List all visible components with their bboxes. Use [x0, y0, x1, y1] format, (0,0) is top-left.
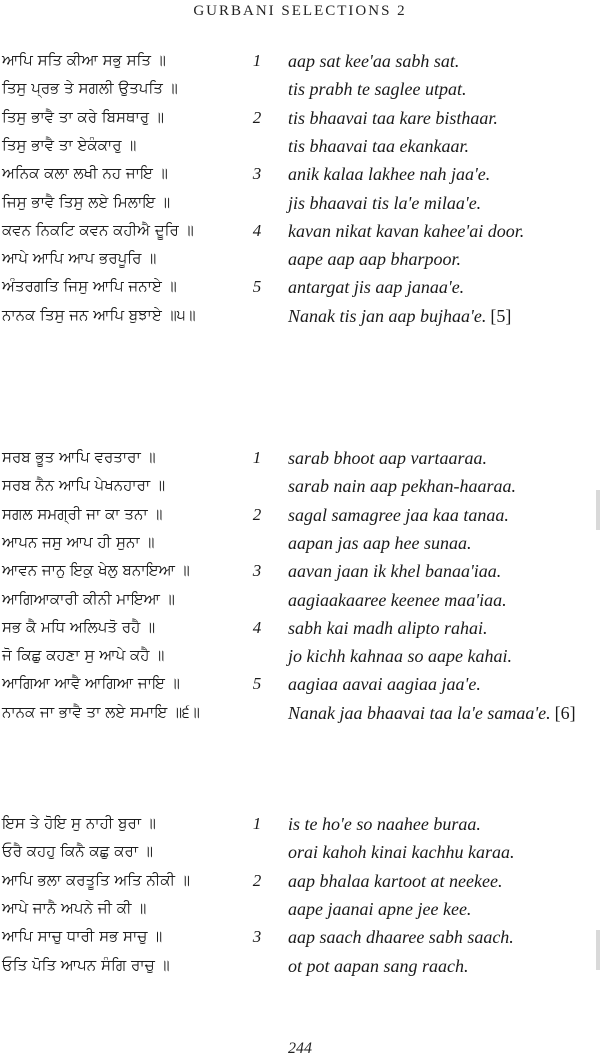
transliteration-line: antargat jis aap janaa'e. — [288, 277, 465, 298]
transliteration-line: orai kahoh kinai kachhu karaa. — [288, 842, 515, 863]
transliteration-line: aape aap aap bharpoor. — [288, 249, 462, 270]
gurmukhi-text: ਕਵਨ ਨਿਕਟਿ ਕਵਨ ਕਹੀਐ ਦੂਰਿ ॥ — [2, 220, 194, 239]
gurmukhi-text: ਸਰਬ ਭੂਤ ਆਪਿ ਵਰਤਾਰਾ ॥ — [2, 448, 156, 466]
transliteration-line: kavan nikat kavan kahee'ai door. — [288, 220, 525, 241]
transliteration-line: sagal samagree jaa kaa tanaa. — [288, 504, 509, 525]
gurmukhi-text: ਨਾਨਕ ਜਾ ਭਾਵੈ ਤਾ ਲਏ ਸਮਾਇ ॥੬॥ — [2, 702, 200, 721]
transliteration-line: ot pot aapan sang raach. — [288, 955, 469, 976]
gurmukhi-text: ਓਤਿ ਪੋਤਿ ਆਪਨ ਸੰਗਿ ਰਾਚੁ ॥ — [2, 955, 170, 974]
gurmukhi-text: ਆਗਿਆਕਾਰੀ ਕੀਨੀ ਮਾਇਆ ॥ — [2, 589, 175, 608]
transliteration-text — [288, 107, 498, 129]
gurmukhi-text: ਆਪਿ ਸਤਿ ਕੀਆ ਸਭੁ ਸਤਿ ॥ — [2, 51, 166, 69]
gurmukhi-text: ਆਵਨ ਜਾਨੁ ਇਕੁ ਖੇਲੁ ਬਨਾਇਆ ॥ — [2, 561, 190, 580]
gurmukhi-text: ਇਸ ਤੇ ਹੋਇ ਸੁ ਨਾਹੀ ਬੁਰਾ ॥ — [2, 814, 156, 832]
verse-line — [0, 898, 600, 926]
verse-line — [0, 870, 600, 898]
verse-line — [0, 107, 600, 135]
transliteration-text — [288, 841, 514, 863]
transliteration-line: jo kichh kahnaa so aape kahai. — [288, 646, 512, 667]
verse-line — [0, 813, 600, 841]
verse-line — [0, 475, 600, 503]
transliteration-line: Nanak tis jan aap bujhaa'e. — [288, 305, 487, 326]
line-number: 4 — [252, 617, 262, 637]
transliteration-text — [288, 135, 469, 157]
line-number: 3 — [252, 927, 262, 947]
page-edge-mark — [596, 930, 600, 970]
gurmukhi-text: ਤਿਸੁ ਪ੍ਰਭ ਤੇ ਸਗਲੀ ਉਤਪਤਿ ॥ — [2, 79, 178, 98]
transliteration-line: anik kalaa lakhee nah jaa'e. — [288, 164, 491, 185]
transliteration-line: tis bhaavai taa ekankaar. — [288, 135, 469, 156]
transliteration-line: aapan jas aap hee sunaa. — [288, 532, 472, 553]
line-number: 5 — [252, 674, 262, 694]
verse-line — [0, 926, 600, 954]
gurmukhi-text: ਸਰਬ ਨੈਨ ਆਪਿ ਪੇਖਨਹਾਰਾ ॥ — [2, 476, 166, 495]
verse-line — [0, 447, 600, 475]
transliteration-line: aavan jaan ik khel banaa'iaa. — [288, 561, 502, 582]
verse-line — [0, 192, 600, 220]
line-number: 2 — [252, 504, 262, 524]
line-number: 2 — [252, 870, 262, 890]
gurmukhi-text: ਅੰਤਰਗਤਿ ਜਿਸੁ ਆਪਿ ਜਨਾਏ ॥ — [2, 277, 177, 296]
gurmukhi-text: ਸਗਲ ਸਮਗ੍ਰੀ ਜਾ ਕਾ ਤਨਾ ॥ — [2, 504, 163, 523]
transliteration-text — [288, 702, 576, 724]
gurmukhi-text: ਅਨਿਕ ਕਲਾ ਲਖੀ ਨਹ ਜਾਇ ॥ — [2, 164, 168, 183]
line-number: 2 — [252, 107, 262, 127]
verse-line — [0, 702, 600, 730]
transliteration-text — [288, 475, 516, 497]
line-number: 1 — [252, 51, 262, 70]
verse-line — [0, 841, 600, 869]
transliteration-text — [288, 955, 469, 977]
gurmukhi-text: ਆਪਨ ਜਸੁ ਆਪ ਹੀ ਸੁਨਾ ॥ — [2, 532, 155, 551]
line-number: 1 — [252, 814, 262, 833]
verse-line — [0, 220, 600, 248]
transliteration-text — [288, 589, 507, 611]
line-number: 1 — [252, 448, 262, 467]
verse-line — [0, 305, 600, 333]
transliteration-line: is te ho'e so naahee buraa. — [288, 814, 481, 834]
gurmukhi-text: ਜਿਸੁ ਭਾਵੈ ਤਿਸੁ ਲਏ ਮਿਲਾਇ ॥ — [2, 192, 171, 211]
gurmukhi-text: ਨਾਨਕ ਤਿਸੁ ਜਨ ਆਪਿ ਬੁਝਾਏ ॥੫॥ — [2, 305, 196, 324]
gurmukhi-text: ਆਪੇ ਜਾਨੈ ਅਪਨੇ ਜੀ ਕੀ ॥ — [2, 898, 147, 917]
verse-line — [0, 532, 600, 560]
verse-line — [0, 78, 600, 106]
line-number: 5 — [252, 277, 262, 297]
gurmukhi-text: ਆਪੇ ਆਪਿ ਆਪ ਭਰਪੂਰਿ ॥ — [2, 249, 157, 268]
transliteration-text — [288, 248, 461, 270]
gurmukhi-text: ਜੋ ਕਿਛੁ ਕਹਣਾ ਸੁ ਆਪੇ ਕਹੈ ॥ — [2, 646, 165, 665]
stanza-reference: [5] — [490, 305, 512, 326]
verse-line — [0, 135, 600, 163]
transliteration-text — [288, 220, 524, 242]
transliteration-line: sarab nain aap pekhan-haaraa. — [288, 476, 516, 497]
verse-line — [0, 50, 600, 78]
transliteration-line: tis prabh te saglee utpat. — [288, 79, 467, 100]
gurmukhi-text: ਆਪਿ ਭਲਾ ਕਰਤੂਤਿ ਅਤਿ ਨੀਕੀ ॥ — [2, 870, 190, 889]
transliteration-line: tis bhaavai taa kare bisthaar. — [288, 107, 498, 128]
verse-line — [0, 955, 600, 983]
transliteration-line: aap bhalaa kartoot at neekee. — [288, 870, 503, 891]
verse-line — [0, 673, 600, 701]
transliteration-line: jis bhaavai tis la'e milaa'e. — [288, 192, 482, 213]
transliteration-line: sabh kai madh alipto rahai. — [288, 617, 488, 638]
line-number: 4 — [252, 220, 262, 240]
transliteration-text — [288, 560, 501, 582]
transliteration-line: aap sat kee'aa sabh sat. — [288, 51, 460, 71]
transliteration-line: aagiaa aavai aagiaa jaa'e. — [288, 674, 481, 695]
transliteration-line: sarab bhoot aap vartaaraa. — [288, 448, 488, 468]
gurmukhi-text: ਤਿਸੁ ਭਾਵੈ ਤਾ ਕਰੇ ਬਿਸਥਾਰੁ ॥ — [2, 107, 164, 126]
transliteration-text — [288, 305, 511, 327]
transliteration-line: aape jaanai apne jee kee. — [288, 898, 472, 919]
transliteration-text — [288, 870, 502, 892]
transliteration-text — [288, 813, 481, 835]
transliteration-line: aap saach dhaaree sabh saach. — [288, 927, 514, 948]
gurmukhi-text: ਓਰੈ ਕਹਹੁ ਕਿਨੈ ਕਛੁ ਕਰਾ ॥ — [2, 842, 153, 861]
gurmukhi-text: ਆਪਿ ਸਾਚੁ ਧਾਰੀ ਸਭ ਸਾਚੁ ॥ — [2, 927, 163, 946]
transliteration-text — [288, 163, 490, 185]
verse-line — [0, 645, 600, 673]
gurmukhi-text: ਆਗਿਆ ਆਵੈ ਆਗਿਆ ਜਾਇ ॥ — [2, 674, 180, 693]
transliteration-text — [288, 898, 471, 920]
transliteration-text — [288, 645, 512, 667]
gurmukhi-text: ਸਭ ਕੈ ਮਧਿ ਅਲਿਪਤੋ ਰਹੈ ॥ — [2, 617, 156, 636]
verse-line — [0, 560, 600, 588]
transliteration-text — [288, 78, 467, 100]
page-number: 244 — [288, 1040, 312, 1057]
transliteration-text — [288, 504, 509, 526]
gurmukhi-text: ਤਿਸੁ ਭਾਵੈ ਤਾ ਏਕੰਕਾਰੁ ॥ — [2, 135, 137, 154]
transliteration-text — [288, 617, 488, 639]
line-number: 3 — [252, 164, 262, 184]
verse-line — [0, 163, 600, 191]
running-header: GURBANI SELECTIONS 2 — [193, 3, 407, 19]
verse-line — [0, 617, 600, 645]
transliteration-text — [288, 926, 514, 948]
transliteration-text — [288, 50, 459, 72]
verse-line — [0, 276, 600, 304]
transliteration-line: aagiaakaaree keenee maa'iaa. — [288, 589, 507, 610]
page-edge-mark — [596, 490, 600, 530]
verse-line — [0, 589, 600, 617]
transliteration-line: Nanak jaa bhaavai taa la'e samaa'e. — [288, 702, 551, 723]
verse-line — [0, 504, 600, 532]
stanza-reference: [6] — [554, 702, 576, 723]
transliteration-text — [288, 532, 472, 554]
line-number: 3 — [252, 561, 262, 581]
transliteration-text — [288, 192, 481, 214]
verse-line — [0, 248, 600, 276]
transliteration-text — [288, 447, 487, 469]
transliteration-text — [288, 673, 481, 695]
transliteration-text — [288, 276, 464, 298]
